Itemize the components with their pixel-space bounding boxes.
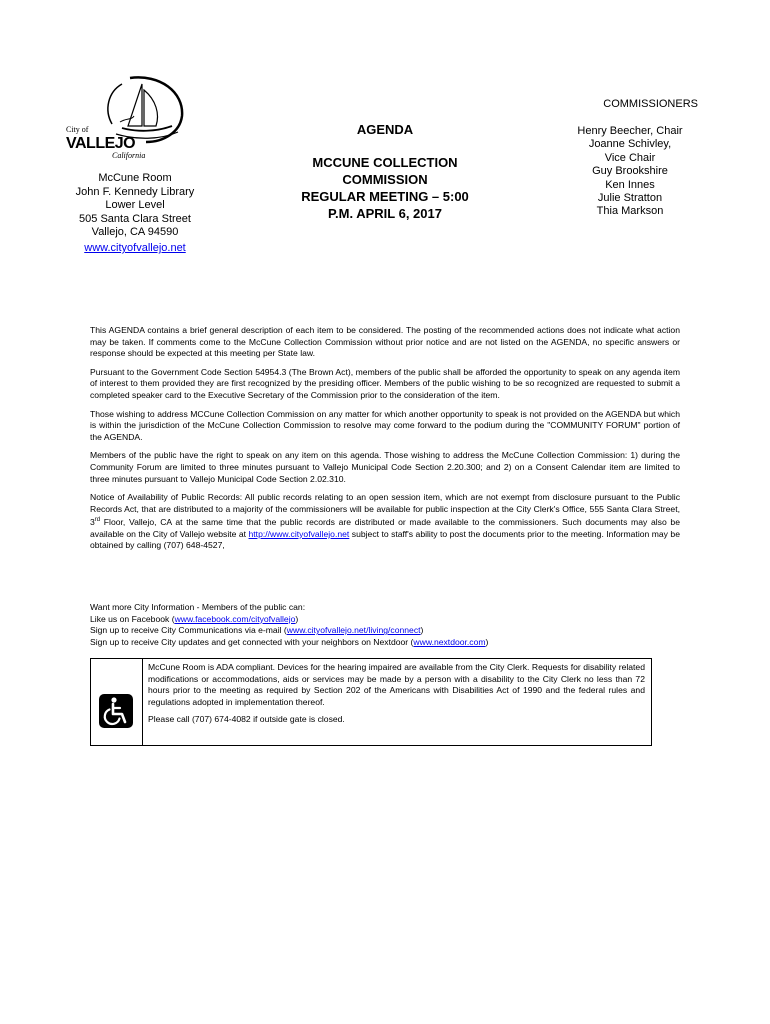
location-line: 505 Santa Clara Street <box>79 212 191 225</box>
nextdoor-link[interactable]: www.nextdoor.com <box>413 636 486 647</box>
commissioners-heading: COMMISSIONERS <box>603 98 698 110</box>
location-line: Lower Level <box>105 199 165 212</box>
ada-notice-text <box>148 662 645 732</box>
ada-icon-cell <box>91 659 143 745</box>
logo-state: California <box>112 151 146 160</box>
public-records-notice <box>90 492 680 552</box>
info-text: ) <box>485 636 489 647</box>
commissioners-list <box>560 125 700 219</box>
website-link[interactable]: www.cityofvallejo.net <box>84 241 186 254</box>
facebook-link[interactable]: www.facebook.com/cityofvallejo <box>174 613 296 624</box>
meeting-title-line: P.M. APRIL 6, 2017 <box>328 206 442 221</box>
notice-paragraph: This AGENDA contains a brief general description of each item to be considered. The posting of the recommended actions does not indicate what action may be taken. If comments come to the McCune Collection Commission without prior notice and are not listed on the AGENDA, no specific answers or response should be expected at this meeting per State law. <box>90 325 680 359</box>
info-line: Want more City Information - Members of the public can: <box>90 602 306 612</box>
info-line <box>90 637 680 649</box>
info-text: Sign up to receive City Communications via e-mail ( <box>90 625 287 636</box>
connect-link[interactable]: www.cityofvallejo.net/living/connect <box>286 625 421 636</box>
meeting-title <box>282 154 488 222</box>
info-text: ) <box>295 613 299 624</box>
ada-notice-box <box>90 658 652 746</box>
info-text: ) <box>420 625 424 636</box>
info-text: Like us on Facebook ( <box>90 613 175 624</box>
commissioner-name: Joanne Schivley, <box>588 138 672 151</box>
public-records-text: Notice of Availability of Public Records: All public records relating to an open session item, which are not exempt from disclosure pursuant to the Public Records Act, that are distributed to a majority of the commissioners will be available for public inspection at the City Clerk's Office, 555 Santa Clara Street, 3 <box>90 492 680 528</box>
logo-name: VALLEJO <box>66 135 136 152</box>
info-line <box>90 625 680 637</box>
public-records-text: Floor, Vallejo, CA at the same time that the public records are distributed or made available to the commissioners. Such documents may also be available on the City of Vallejo website at <box>90 517 680 539</box>
location-line: John F. Kennedy Library <box>75 185 195 198</box>
commissioner-name: Vice Chair <box>604 151 656 164</box>
gate-notice: Please call (707) 674-4082 if outside gate is closed. <box>148 714 345 725</box>
logo-city-of: City of <box>66 125 89 134</box>
info-text: Sign up to receive City updates and get connected with your neighbors on Nextdoor ( <box>90 636 414 647</box>
agenda-notices <box>90 325 680 559</box>
vallejo-logo-graphic <box>60 70 190 160</box>
city-logo <box>60 70 190 160</box>
meeting-title-line: REGULAR MEETING – 5:00 <box>301 189 469 204</box>
agenda-heading: AGENDA <box>356 122 414 137</box>
meeting-title-line: COMMISSION <box>342 172 428 187</box>
notice-paragraph: Pursuant to the Government Code Section 54954.3 (The Brown Act), members of the public shall be afforded the opportunity to speak on any agenda item of interest to them provided they are first recognized by the presiding officer. Members of the public wishing to be so recognized are requested to submit a completed speaker card to the Executive Secretary of the Commission prior to the consideration of the item. <box>90 366 680 400</box>
meeting-location <box>60 172 210 256</box>
city-info <box>90 602 680 648</box>
info-line <box>90 614 680 626</box>
location-line: Vallejo, CA 94590 <box>91 226 179 239</box>
commissioner-name: Henry Beecher, Chair <box>577 125 683 137</box>
commissioner-name: Ken Innes <box>605 178 655 191</box>
notice-paragraph: Those wishing to address MCCune Collection Commission on any matter for which another opportunity to speak is not provided on the AGENDA but which is within the jurisdiction of the McCune Collection Commission to resolve may come forward to the podium during the "COMMUNITY FORUM" portion of the AGENDA. <box>90 408 680 442</box>
ordinal-suffix: rd <box>94 517 101 524</box>
public-records-text: subject to staff's ability to post the documents prior to the meeting. Information may be obtained by calling (707) 648-4527, <box>90 528 680 551</box>
commissioner-name: Julie Stratton <box>597 192 663 205</box>
commissioner-name: Thia Markson <box>596 205 664 218</box>
meeting-title-line: MCCUNE COLLECTION <box>312 155 458 170</box>
city-website-link[interactable]: http://www.cityofvallejo.net <box>248 528 350 539</box>
location-line: McCune Room <box>98 172 172 184</box>
notice-paragraph: Members of the public have the right to speak on any item on this agenda. Those wishing to address the McCune Collection Commission: 1) during the Community Forum are limited to three minutes pursuant to Vallejo Municipal Code Section 2.20.300; and 2) on a Consent Calendar item are limited to three minutes pursuant to Vallejo Municipal Code Section 2.02.310. <box>90 450 680 484</box>
commissioner-name: Guy Brookshire <box>592 165 668 178</box>
wheelchair-accessibility-icon <box>99 694 133 728</box>
ada-paragraph: McCune Room is ADA compliant. Devices for the hearing impaired are available from the City Clerk. Requests for disability related modifications or accommodations, aids or services may be made by a person with a disability to the City Clerk no less than 72 hours prior to the meeting as required by Section 202 of the Americans with Disabilities Act of 1990 and the federal rules and regulations adopted in implementation thereof. <box>148 662 645 707</box>
